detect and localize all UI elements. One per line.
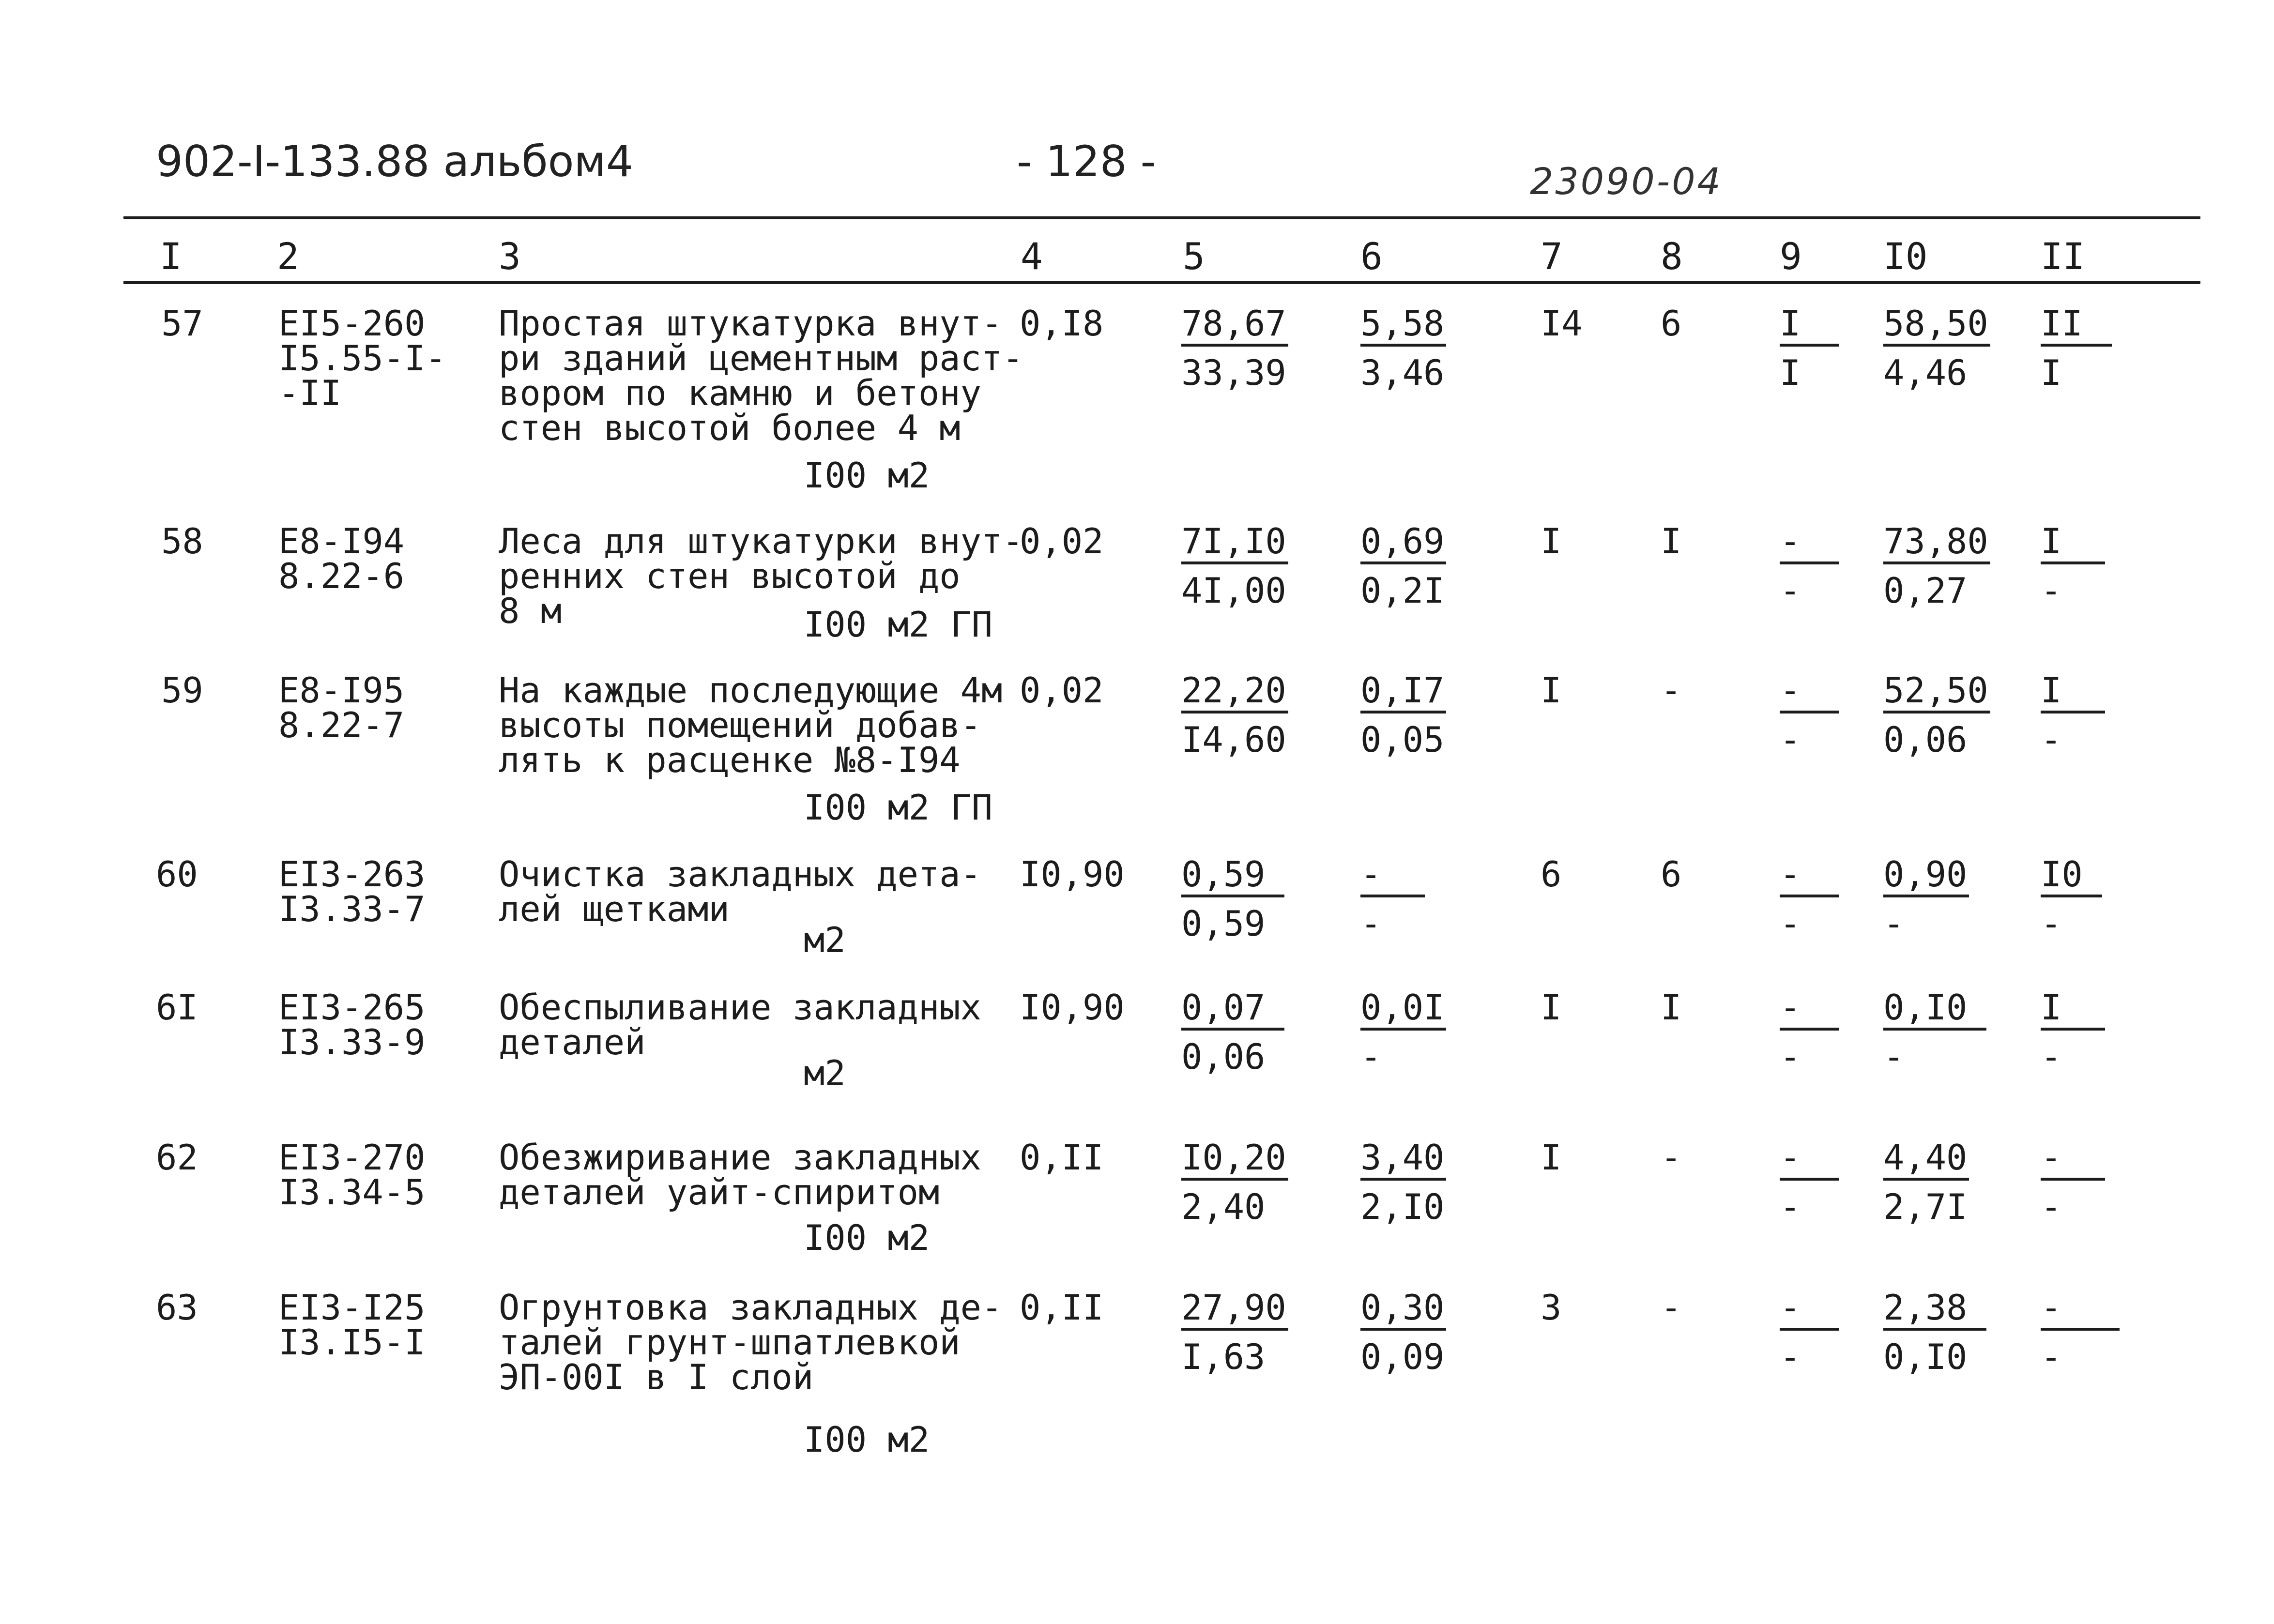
col5-top: I0,20 [1181, 1140, 1288, 1181]
price-code: EI3-270 [278, 1137, 426, 1178]
col6-fraction [1360, 1137, 1446, 1227]
col9-bottom: I [1780, 352, 1801, 393]
unit-of-measure: м2 [804, 1053, 846, 1093]
col5-top: 27,90 [1181, 1290, 1288, 1331]
col10-top: 73,80 [1883, 524, 1990, 564]
col5-bottom: I4,60 [1181, 719, 1286, 760]
col7-value: I4 [1541, 303, 1583, 344]
col5-fraction [1181, 987, 1284, 1077]
work-description-line: Очистка закладных дета- [499, 854, 981, 895]
price-code: E8-I94 [278, 521, 405, 562]
col6-bottom: 0,09 [1360, 1336, 1445, 1377]
quantity: 0,II [1020, 1137, 1104, 1178]
col5-top: 0,07 [1181, 990, 1284, 1031]
col6-top: - [1360, 857, 1425, 897]
col10-fraction [1883, 987, 1986, 1077]
col6-fraction [1360, 303, 1446, 393]
norm-code: I5.55-I- [278, 338, 446, 379]
col6-fraction [1360, 521, 1446, 611]
row-number: 63 [156, 1287, 198, 1328]
col10-bottom: - [1883, 1036, 1905, 1077]
col7-value: I [1541, 1137, 1562, 1178]
col6-fraction [1360, 670, 1446, 760]
col6-top: 0,30 [1360, 1290, 1446, 1331]
col8-value: 6 [1661, 854, 1682, 895]
row-number: 57 [161, 303, 203, 344]
col11-top: - [2041, 1140, 2105, 1181]
work-description-line: ри зданий цементным раст- [499, 338, 1023, 379]
col5-fraction [1181, 303, 1288, 393]
quantity: 0,I8 [1020, 303, 1104, 344]
col10-bottom: 2,7I [1883, 1186, 1968, 1227]
header-bottom-rule [123, 281, 2200, 284]
col10-top: 0,90 [1883, 857, 1969, 897]
row-number: 6I [156, 987, 198, 1028]
work-description-line: стен высотой более 4 м [499, 408, 961, 448]
col10-fraction [1883, 1137, 1969, 1227]
col7-value: I [1541, 987, 1562, 1028]
col11-bottom: - [2041, 1186, 2062, 1227]
col5-top: 78,67 [1181, 306, 1288, 347]
col11-bottom: - [2041, 719, 2062, 760]
col11-bottom: I [2041, 352, 2062, 393]
col9-bottom: - [1780, 1336, 1801, 1377]
unit-of-measure: м2 [804, 920, 846, 960]
col5-bottom: 0,06 [1181, 1036, 1266, 1077]
col5-top: 7I,I0 [1181, 524, 1288, 564]
price-code: EI3-265 [278, 987, 426, 1028]
col9-fraction [1780, 521, 1839, 611]
col9-fraction [1780, 1137, 1839, 1227]
work-description-line: ренних стен высотой до [499, 556, 961, 596]
col6-top: 5,58 [1360, 306, 1446, 347]
work-description-line: ЭП-00I в I слой [499, 1357, 814, 1397]
col11-top: I [2041, 524, 2105, 564]
col9-fraction [1780, 670, 1839, 760]
col5-bottom: 2,40 [1181, 1186, 1266, 1227]
work-description-line: Простая штукатурка внут- [499, 303, 1003, 344]
col7-value: 3 [1541, 1287, 1562, 1328]
column-header-4: 4 [1021, 235, 1043, 278]
col11-fraction [2041, 854, 2102, 944]
work-description-line: Обеспыливание закладных [499, 987, 981, 1028]
col5-bottom: 0,59 [1181, 903, 1266, 944]
col11-bottom: - [2041, 903, 2062, 944]
price-code: E8-I95 [278, 670, 405, 711]
work-description-line: На каждые последующие 4м [499, 670, 1003, 711]
col8-value: I [1661, 521, 1682, 562]
work-description-line: талей грунт-шпатлевкой [499, 1322, 961, 1363]
col6-top: 0,69 [1360, 524, 1446, 564]
norm-code: I3.33-9 [278, 1022, 426, 1062]
price-code: EI3-I25 [278, 1287, 426, 1328]
col9-bottom: - [1780, 719, 1801, 760]
col5-fraction [1181, 1137, 1288, 1227]
col6-fraction [1360, 987, 1446, 1077]
quantity: I0,90 [1020, 987, 1125, 1028]
col9-bottom: - [1780, 1036, 1801, 1077]
col6-bottom: 0,05 [1360, 719, 1445, 760]
col8-value: - [1661, 1287, 1682, 1328]
work-description-line: лять к расценке №8-I94 [499, 740, 961, 780]
header-top-rule [123, 216, 2200, 219]
norm-code-cont: -II [278, 373, 342, 413]
column-header-5: 5 [1183, 235, 1205, 278]
col9-top: - [1780, 673, 1839, 713]
col9-top: - [1780, 857, 1839, 897]
column-header-9: 9 [1780, 235, 1802, 278]
col7-value: I [1541, 521, 1562, 562]
norm-code: I3.33-7 [278, 889, 426, 929]
page-number: - 128 - [1017, 137, 1156, 186]
col11-fraction [2041, 521, 2105, 611]
col10-bottom: - [1883, 903, 1905, 944]
col8-value: - [1661, 1137, 1682, 1178]
row-number: 59 [161, 670, 203, 711]
col10-fraction [1883, 670, 1990, 760]
col9-bottom: - [1780, 903, 1801, 944]
col9-top: - [1780, 1290, 1839, 1331]
col10-bottom: 0,I0 [1883, 1336, 1968, 1377]
col6-fraction [1360, 854, 1425, 944]
quantity: 0,II [1020, 1287, 1104, 1328]
col10-top: 58,50 [1883, 306, 1990, 347]
work-description-line: деталей уайт-спиритом [499, 1172, 940, 1213]
work-description-line: Огрунтовка закладных де- [499, 1287, 1003, 1328]
col11-top: I [2041, 673, 2105, 713]
document-designation: 902-I-133.88 альбом4 [156, 137, 633, 186]
work-description-line: 8 м [499, 591, 562, 631]
col6-top: 0,0I [1360, 990, 1446, 1031]
col11-bottom: - [2041, 1036, 2062, 1077]
col6-bottom: 0,2I [1360, 570, 1445, 611]
row-number: 60 [156, 854, 198, 895]
unit-of-measure: I00 м2 ГП [804, 604, 993, 645]
column-header-3: 3 [499, 235, 521, 278]
col10-top: 4,40 [1883, 1140, 1969, 1181]
norm-code: 8.22-6 [278, 556, 405, 596]
col5-fraction [1181, 1287, 1288, 1377]
col5-fraction [1181, 670, 1288, 760]
price-code: EI3-263 [278, 854, 426, 895]
col10-bottom: 4,46 [1883, 352, 1968, 393]
column-header-11: II [2041, 235, 2085, 278]
col7-value: I [1541, 670, 1562, 711]
column-header-2: 2 [277, 235, 299, 278]
col9-fraction [1780, 854, 1839, 944]
work-description-line: вором по камню и бетону [499, 373, 981, 413]
col8-value: - [1661, 670, 1682, 711]
col10-top: 0,I0 [1883, 990, 1986, 1031]
col11-fraction [2041, 303, 2112, 393]
col8-value: 6 [1661, 303, 1682, 344]
column-header-10: I0 [1883, 235, 1928, 278]
work-description-line: лей щетками [499, 889, 730, 929]
col11-top: - [2041, 1290, 2120, 1331]
col10-fraction [1883, 854, 1969, 944]
col10-bottom: 0,06 [1883, 719, 1968, 760]
col9-fraction [1780, 303, 1839, 393]
col6-bottom: 3,46 [1360, 352, 1445, 393]
norm-code: I3.34-5 [278, 1172, 426, 1213]
col10-fraction [1883, 303, 1990, 393]
quantity: 0,02 [1020, 521, 1104, 562]
col5-fraction [1181, 521, 1288, 611]
col5-bottom: I,63 [1181, 1336, 1266, 1377]
unit-of-measure: I00 м2 [804, 1217, 930, 1258]
col9-top: - [1780, 524, 1839, 564]
col5-bottom: 33,39 [1181, 352, 1286, 393]
col5-top: 22,20 [1181, 673, 1288, 713]
col9-fraction [1780, 1287, 1839, 1377]
work-description-line: высоты помещений добав- [499, 705, 981, 745]
col9-top: - [1780, 990, 1839, 1031]
col9-bottom: - [1780, 1186, 1801, 1227]
col10-fraction [1883, 1287, 1986, 1377]
column-header-6: 6 [1360, 235, 1383, 278]
column-header-8: 8 [1661, 235, 1683, 278]
col11-top: II [2041, 306, 2112, 347]
quantity: 0,02 [1020, 670, 1104, 711]
quantity: I0,90 [1020, 854, 1125, 895]
col6-bottom: - [1360, 903, 1382, 944]
col10-fraction [1883, 521, 1990, 611]
col6-top: 0,I7 [1360, 673, 1446, 713]
col5-fraction [1181, 854, 1284, 944]
norm-code: I3.I5-I [278, 1322, 426, 1363]
col10-top: 2,38 [1883, 1290, 1986, 1331]
col8-value: I [1661, 987, 1682, 1028]
row-number: 58 [161, 521, 203, 562]
col11-fraction [2041, 670, 2105, 760]
col6-bottom: 2,I0 [1360, 1186, 1445, 1227]
work-description-line: Леса для штукатурки внут- [499, 521, 1023, 562]
col10-top: 52,50 [1883, 673, 1990, 713]
col9-top: I [1780, 306, 1839, 347]
column-header-7: 7 [1541, 235, 1563, 278]
col11-bottom: - [2041, 570, 2062, 611]
unit-of-measure: I00 м2 ГП [804, 787, 993, 828]
col10-bottom: 0,27 [1883, 570, 1968, 611]
norm-code: 8.22-7 [278, 705, 405, 745]
work-description-line: деталей [499, 1022, 646, 1062]
col11-fraction [2041, 1137, 2105, 1227]
col11-bottom: - [2041, 1336, 2062, 1377]
col11-fraction [2041, 1287, 2120, 1377]
col6-bottom: - [1360, 1036, 1382, 1077]
archive-stamp: 23090-04 [1530, 160, 1723, 203]
col11-top: I [2041, 990, 2105, 1031]
col6-fraction [1360, 1287, 1446, 1377]
unit-of-measure: I00 м2 [804, 455, 930, 496]
col11-top: I0 [2041, 857, 2102, 897]
col9-top: - [1780, 1140, 1839, 1181]
row-number: 62 [156, 1137, 198, 1178]
col9-bottom: - [1780, 570, 1801, 611]
col9-fraction [1780, 987, 1839, 1077]
col11-fraction [2041, 987, 2105, 1077]
column-header-1: I [160, 235, 182, 278]
col6-top: 3,40 [1360, 1140, 1446, 1181]
col7-value: 6 [1541, 854, 1562, 895]
col5-top: 0,59 [1181, 857, 1284, 897]
unit-of-measure: I00 м2 [804, 1419, 930, 1460]
price-code: EI5-260 [278, 303, 426, 344]
col5-bottom: 4I,00 [1181, 570, 1286, 611]
work-description-line: Обезжиривание закладных [499, 1137, 981, 1178]
